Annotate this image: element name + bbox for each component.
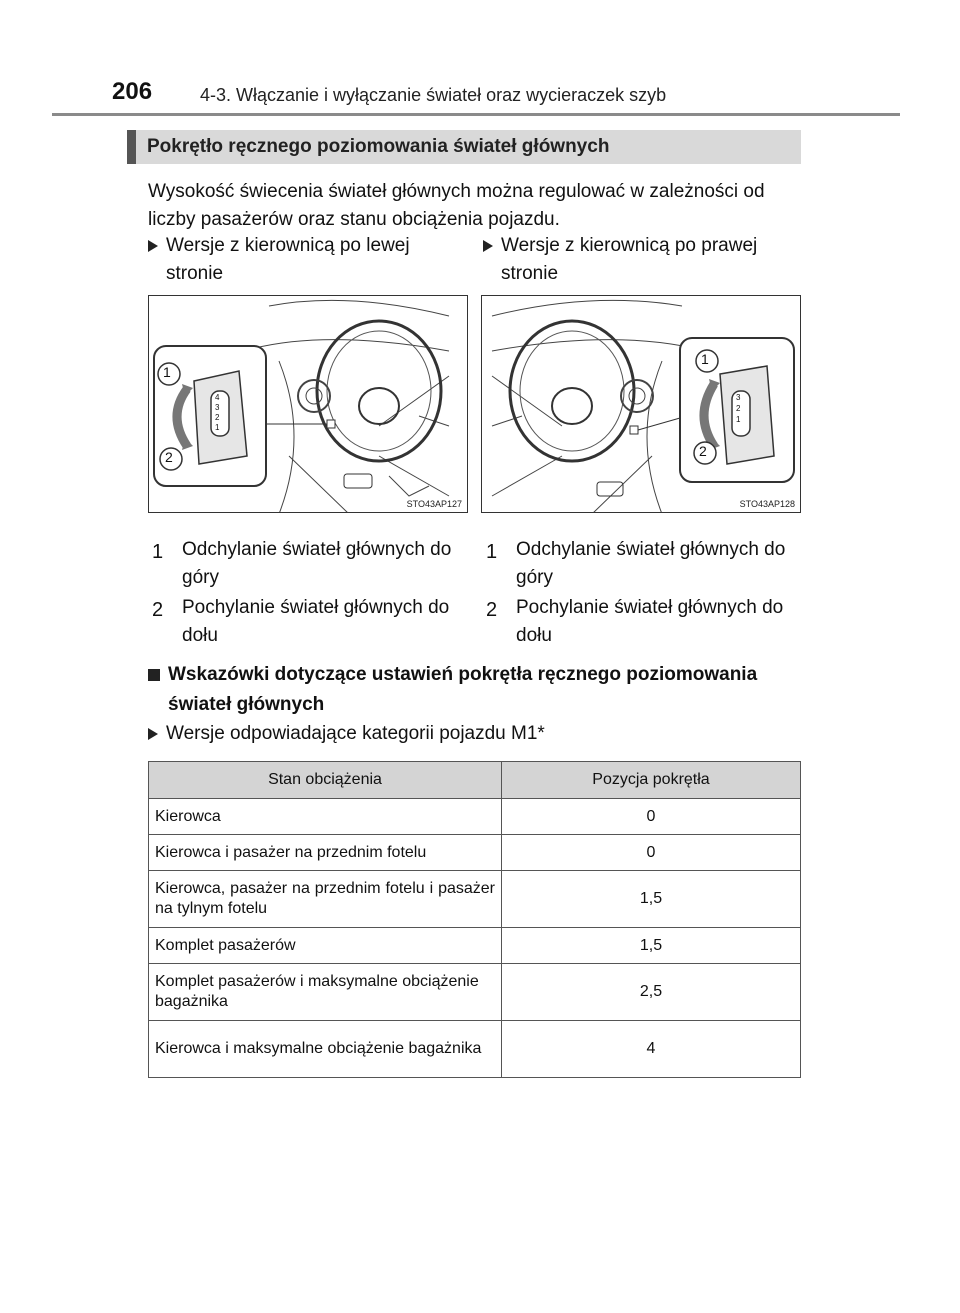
dial-mark: 3	[215, 403, 220, 412]
image-code: STO43AP128	[739, 499, 795, 509]
figure-rhd	[481, 295, 801, 513]
subvariant-label: Wersje odpowiadające kategorii pojazdu M1*	[148, 720, 808, 748]
legend-lhd-item-1: 1 Odchylanie świateł głównych do góry	[152, 539, 452, 588]
load-cell: Komplet pasażerów	[149, 928, 502, 964]
page-number: 206	[112, 78, 153, 105]
dial-mark: 4	[215, 393, 220, 402]
load-cell: Komplet pasażerów i maksymalne obciążenie bagażnika	[149, 964, 502, 1021]
table-row	[149, 871, 801, 928]
table-row	[149, 928, 801, 964]
table-row	[149, 964, 801, 1021]
column-header-load: Stan obciążenia	[149, 762, 502, 799]
chapter-title: 4-3. Włączanie i wyłączanie świateł oraz wycieraczek szyb	[200, 85, 667, 105]
load-cell: Kierowca, pasażer na przednim fotelu i pasażer na tylnym fotelu	[149, 871, 502, 928]
legend-number: 2	[486, 599, 498, 621]
table-header-row	[149, 762, 801, 799]
position-cell: 4	[502, 1021, 801, 1078]
callout-up-number: 1	[701, 351, 709, 367]
variant-lhd-label: Wersje z kierownicą po lewej stronie	[148, 232, 458, 288]
dial-mark: 1	[215, 423, 220, 432]
load-cell: Kierowca	[149, 799, 502, 835]
legend-number: 1	[152, 541, 164, 563]
variant-rhd-label: Wersje z kierownicą po prawej stronie	[483, 232, 803, 288]
load-cell: Kierowca i pasażer na przednim fotelu	[149, 835, 502, 871]
triangle-bullet-icon	[483, 240, 493, 252]
callout-down-number: 2	[165, 449, 173, 465]
section-accent	[127, 130, 136, 164]
figure-lhd	[148, 295, 468, 513]
triangle-bullet-icon	[148, 240, 158, 252]
callout-down-number: 2	[699, 443, 707, 459]
legend-rhd-item-1: 1 Odchylanie świateł głównych do góry	[486, 539, 786, 588]
legend-rhd-item-2: 2 Pochylanie świateł głównych do dołu	[486, 597, 784, 646]
dashboard-illustration-lhd	[149, 296, 468, 513]
triangle-bullet-icon	[148, 728, 158, 740]
position-cell: 0	[502, 835, 801, 871]
image-code: STO43AP127	[406, 499, 462, 509]
load-cell: Kierowca i maksymalne obciążenie bagażnika	[149, 1021, 502, 1078]
square-bullet-icon	[148, 669, 160, 681]
position-cell: 1,5	[502, 928, 801, 964]
dial-mark: 2	[736, 404, 741, 413]
header-divider	[52, 113, 900, 116]
legend-number: 1	[486, 541, 498, 563]
tips-heading: Wskazówki dotyczące ustawień pokrętła ręcznego poziomowania świateł głównych	[148, 660, 808, 720]
section-title-bar	[127, 130, 801, 164]
table-row	[149, 835, 801, 871]
dashboard-illustration-rhd	[482, 296, 801, 513]
table-row	[149, 1021, 801, 1078]
dial-mark: 2	[215, 413, 220, 422]
legend-number: 2	[152, 599, 164, 621]
legend-lhd-item-2: 2 Pochylanie świateł głównych do dołu	[152, 597, 450, 646]
load-position-table	[148, 761, 801, 1078]
dial-mark: 1	[736, 415, 741, 424]
column-header-position: Pozycja pokrętła	[502, 762, 801, 799]
position-cell: 0	[502, 799, 801, 835]
position-cell: 2,5	[502, 964, 801, 1021]
section-title: Pokrętło ręcznego poziomowania świateł głównych	[147, 136, 610, 157]
intro-paragraph: Wysokość świecenia świateł głównych można regulować w zależności od liczby pasażerów oraz stanu obciążenia pojazdu.	[148, 181, 765, 230]
position-cell: 1,5	[502, 871, 801, 928]
table-row	[149, 799, 801, 835]
dial-mark: 3	[736, 393, 741, 402]
callout-up-number: 1	[163, 364, 171, 380]
